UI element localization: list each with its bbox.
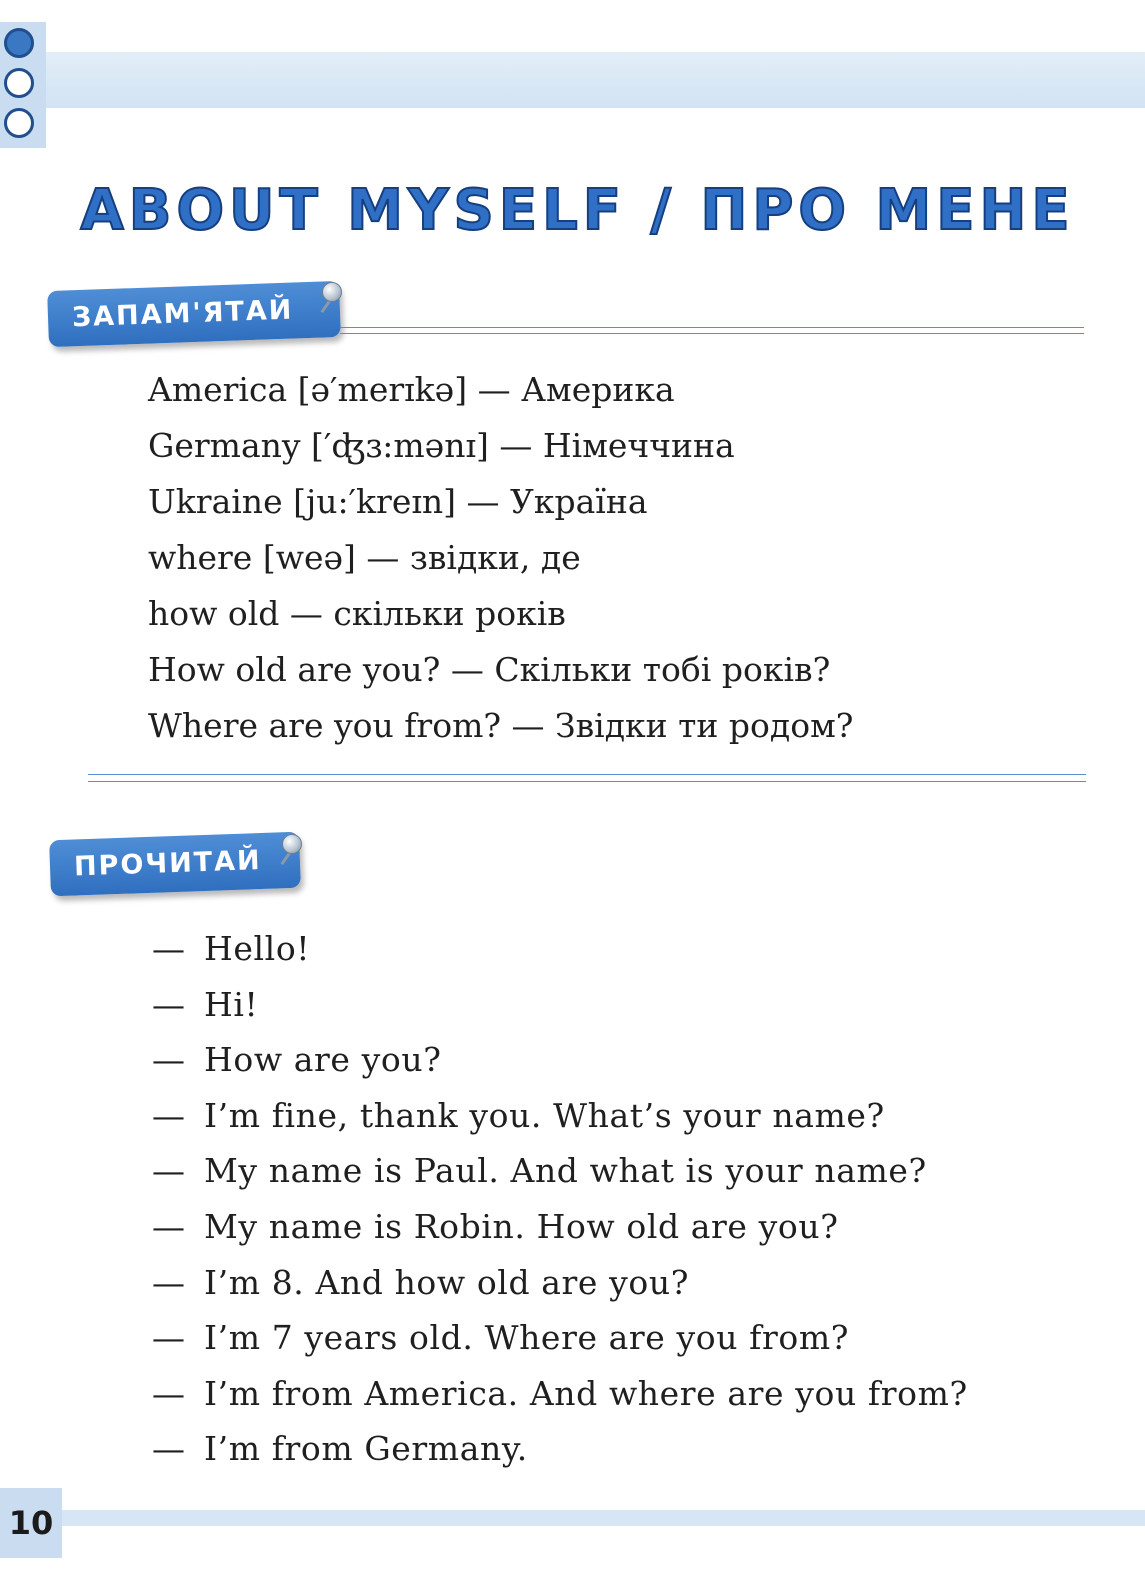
- vocabulary-item: how old — скільки років: [148, 594, 566, 633]
- vocabulary-list: [148, 362, 1048, 754]
- progress-strip: [0, 22, 46, 148]
- dialogue-dash: —: [152, 984, 186, 1024]
- page-number: 10: [0, 1488, 62, 1558]
- pushpin-icon: [282, 834, 302, 854]
- read-label-text: ПРОЧИТАЙ: [73, 844, 263, 883]
- dialogue-text: I’m 7 years old. Where are you from?: [204, 1318, 850, 1358]
- footer-band: [62, 1510, 1145, 1526]
- vocabulary-item: where [weə] — звідки, де: [148, 538, 581, 577]
- dialogue-line: [152, 1255, 1092, 1311]
- vocabulary-item: Ukraine [ju:′kreɪn] — Україна: [148, 482, 648, 521]
- dialogue-line: [152, 921, 1092, 977]
- progress-dot-filled: [4, 28, 34, 58]
- vocabulary-item: How old are you? — Скільки тобі років?: [148, 650, 831, 689]
- remember-label-text: ЗАПАМ'ЯТАЙ: [71, 294, 294, 334]
- dialogue-dash: —: [152, 1206, 186, 1246]
- progress-dot-empty: [4, 68, 34, 98]
- section-divider: [88, 774, 1086, 775]
- dialogue-dash: —: [152, 1262, 186, 1302]
- dialogue-text: My name is Paul. And what is your name?: [204, 1151, 927, 1191]
- dialogue-line: [152, 977, 1092, 1033]
- dialogue-line: [152, 1366, 1092, 1422]
- dialogue-line: [152, 1032, 1092, 1088]
- dialogue-dash: —: [152, 1151, 186, 1191]
- header-band: [46, 52, 1145, 108]
- dialogue-dash: —: [152, 929, 186, 968]
- read-label: [49, 832, 301, 897]
- section-divider: [88, 781, 1086, 782]
- dialogue-dash: —: [152, 1095, 186, 1135]
- dialogue-text: I’m from Germany.: [204, 1429, 528, 1469]
- dialogue-text: I’m from America. And where are you from?: [204, 1373, 968, 1413]
- progress-dot-empty: [4, 108, 34, 138]
- pushpin-icon: [322, 282, 342, 302]
- dialogue-line: [152, 1088, 1092, 1144]
- dialogue-text: I’m fine, thank you. What’s your name?: [204, 1095, 885, 1135]
- dialogue-text: I’m 8. And how old are you?: [204, 1262, 689, 1302]
- vocabulary-item: Where are you from? — Звідки ти родом?: [148, 706, 854, 745]
- vocabulary-item: America [ə′merɪkə] — Америка: [148, 370, 675, 409]
- dialogue-text: Hi!: [204, 984, 259, 1024]
- dialogue-line: [152, 1421, 1092, 1477]
- dialogue-dash: —: [152, 1429, 186, 1469]
- dialogue-line: [152, 1310, 1092, 1366]
- dialogue-dash: —: [152, 1318, 186, 1358]
- section-divider: [340, 333, 1084, 334]
- dialogue-line: [152, 1143, 1092, 1199]
- dialogue-line: [152, 1199, 1092, 1255]
- section-divider: [340, 327, 1084, 328]
- dialogue-dash: —: [152, 1040, 186, 1080]
- vocabulary-item: Germany [′ʤɜ:mənɪ] — Німеччина: [148, 426, 735, 465]
- dialogue-text: How are you?: [204, 1040, 442, 1080]
- dialogue-text: My name is Robin. How old are you?: [204, 1206, 839, 1246]
- remember-label: [47, 281, 341, 347]
- dialogue-dash: —: [152, 1373, 186, 1413]
- dialogue-text: Hello!: [204, 929, 311, 968]
- page-title: ABOUT MYSELF / ПРО МЕНЕ: [80, 178, 1075, 243]
- dialogue: [152, 921, 1092, 1477]
